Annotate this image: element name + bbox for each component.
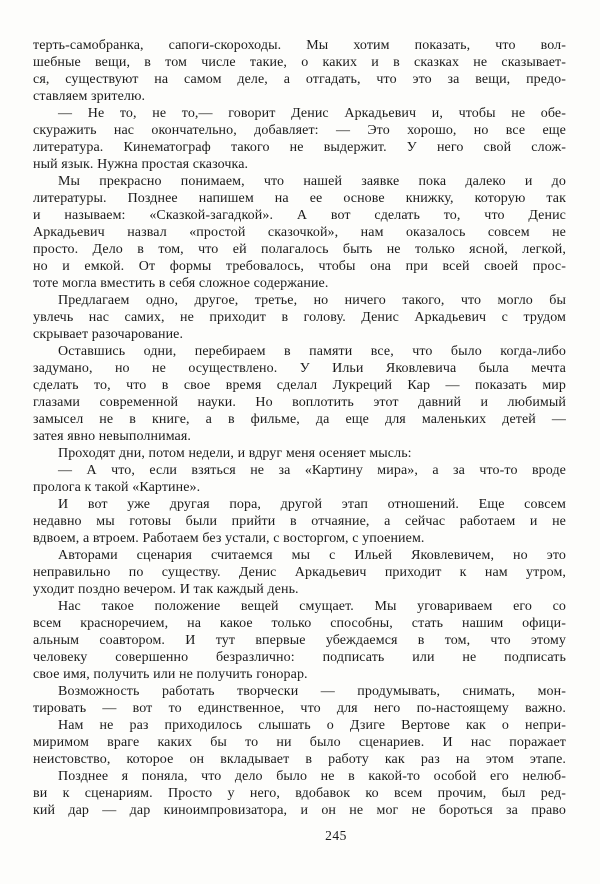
text-line: вдвоем, а втроем. Работаем без устали, с восторгом, с упоением. xyxy=(33,531,425,546)
text-line: литературы. Позднее напишем на ее основе книжку, которую так xyxy=(33,191,566,206)
text-line: тоте могла вместить в себя сложное содержание. xyxy=(33,276,329,291)
text-line: тировать — вот то единственное, что для него по-настоящему важно. xyxy=(33,701,566,716)
paragraph xyxy=(33,462,566,496)
text-line: Позднее я поняла, что дело было не в какой-то особой его нелюб- xyxy=(58,769,566,784)
text-line: но и емкой. От формы требовалось, чтобы она при всей своей прос- xyxy=(33,259,566,274)
paragraph xyxy=(33,173,566,292)
text-line: всем красноречием, на какое только способны, стать нашим офици- xyxy=(33,616,566,631)
text-line: Авторами сценария считаемся мы с Ильей Яковлевичем, но это xyxy=(58,548,566,563)
paragraph xyxy=(33,496,566,547)
text-line: затея явно невыполнимая. xyxy=(33,429,192,444)
text-line: ся, существуют на самом деле, а отгадать, что это за вещи, предо- xyxy=(33,72,566,87)
text-line: литература. Кинематограф такого не выдержит. У него свой слож- xyxy=(33,140,566,155)
text-line: И вот уже другая пора, другой этап отношений. Еще совсем xyxy=(58,497,566,512)
paragraph xyxy=(33,683,566,717)
text-line: ставляем зрителю. xyxy=(33,89,146,104)
text-line: и называем: «Сказкой-загадкой». А вот сделать то, что Денис xyxy=(33,208,566,223)
text-line: уходит поздно вечером. И так каждый день. xyxy=(33,582,299,597)
text-line: Аркадьевич назвал «простой сказочкой», нам оказалось совсем не xyxy=(33,225,566,240)
text-line: человеку совершенно безразлично: подписать или не подписать xyxy=(33,650,566,665)
text-line: скуражить нас окончательно, добавляет: — Это хорошо, но все еще xyxy=(33,123,566,138)
text-line: — А что, если взяться не за «Картину мира», а за что-то вроде xyxy=(58,463,566,478)
paragraph xyxy=(33,547,566,598)
text-line: Предлагаем одно, другое, третье, но ничего такого, что могло бы xyxy=(58,293,566,308)
text-line: Оставшись одни, перебираем в памяти все, что было когда-либо xyxy=(58,344,566,359)
text-line: недавно мы готовы были прийти в отчаяние, а сейчас работаем и не xyxy=(33,514,566,529)
page-number: 245 xyxy=(325,828,347,843)
text-line: замысел не в книге, а в фильме, да еще для маленьких детей — xyxy=(33,412,566,427)
paragraph xyxy=(33,598,566,683)
text-line: глазами современной науки. Но воплотить этот давний и любимый xyxy=(33,395,566,410)
text-line: — Не то, не то,— говорит Денис Аркадьевич и, чтобы не обе- xyxy=(58,106,566,121)
text-line: ный язык. Нужна простая сказочка. xyxy=(33,157,249,172)
text-line: Мы прекрасно понимаем, что нашей заявке пока далеко и до xyxy=(58,174,566,189)
page-text xyxy=(33,37,566,819)
text-line: Возможность работать творчески — продумывать, снимать, мон- xyxy=(58,684,566,699)
text-line: Проходят дни, потом недели, и вдруг меня осеняет мысль: xyxy=(58,446,412,461)
text-line: просто. Дело в том, что ей полагалось быть не только ясной, легкой, xyxy=(33,242,566,257)
text-line: альным соавтором. И тут впервые убеждаемся в том, что этому xyxy=(33,633,566,648)
text-line: кий дар — дар киноимпровизатора, и он не мог не бороться за право xyxy=(33,803,566,818)
text-line: ви к сценариям. Просто у него, вдобавок ко всем прочим, был ред- xyxy=(33,786,566,801)
paragraph xyxy=(33,445,566,462)
text-line: Нам не раз приходилось слышать о Дзиге Вертове как о непри- xyxy=(58,718,566,733)
text-line: миримом враге каких бы то ни было сценариев. И нас поражает xyxy=(33,735,566,750)
paragraph xyxy=(33,37,566,105)
paragraph xyxy=(33,768,566,819)
text-line: скрывает разочарование. xyxy=(33,327,184,342)
text-line: пролога к такой «Картине». xyxy=(33,480,201,495)
text-line: Нас такое положение вещей смущает. Мы уговариваем его со xyxy=(58,599,566,614)
text-line: неистовство, которое он вкладывает в работу как раз на этом этапе. xyxy=(33,752,566,767)
text-line: неправильно по существу. Денис Аркадьевич приходит к нам утром, xyxy=(33,565,566,580)
text-line: увлечь нас самих, не приходит в голову. Денис Аркадьевич с трудом xyxy=(33,310,566,325)
text-line: шебные вещи, в том числе такие, о каких и в сказках не сказывает- xyxy=(33,55,566,70)
paragraph xyxy=(33,105,566,173)
text-line: задумано, но не осуществлено. У Ильи Яковлевича была мечта xyxy=(33,361,566,376)
paragraph xyxy=(33,343,566,445)
paragraph xyxy=(33,717,566,768)
paragraph xyxy=(33,292,566,343)
text-line: терть-самобранка, сапоги-скороходы. Мы хотим показать, что вол- xyxy=(33,38,566,53)
text-line: свое имя, получить или не получить гонорар. xyxy=(33,667,308,682)
text-line: сделать то, что в свое время сделал Лукреций Кар — показать мир xyxy=(33,378,566,393)
